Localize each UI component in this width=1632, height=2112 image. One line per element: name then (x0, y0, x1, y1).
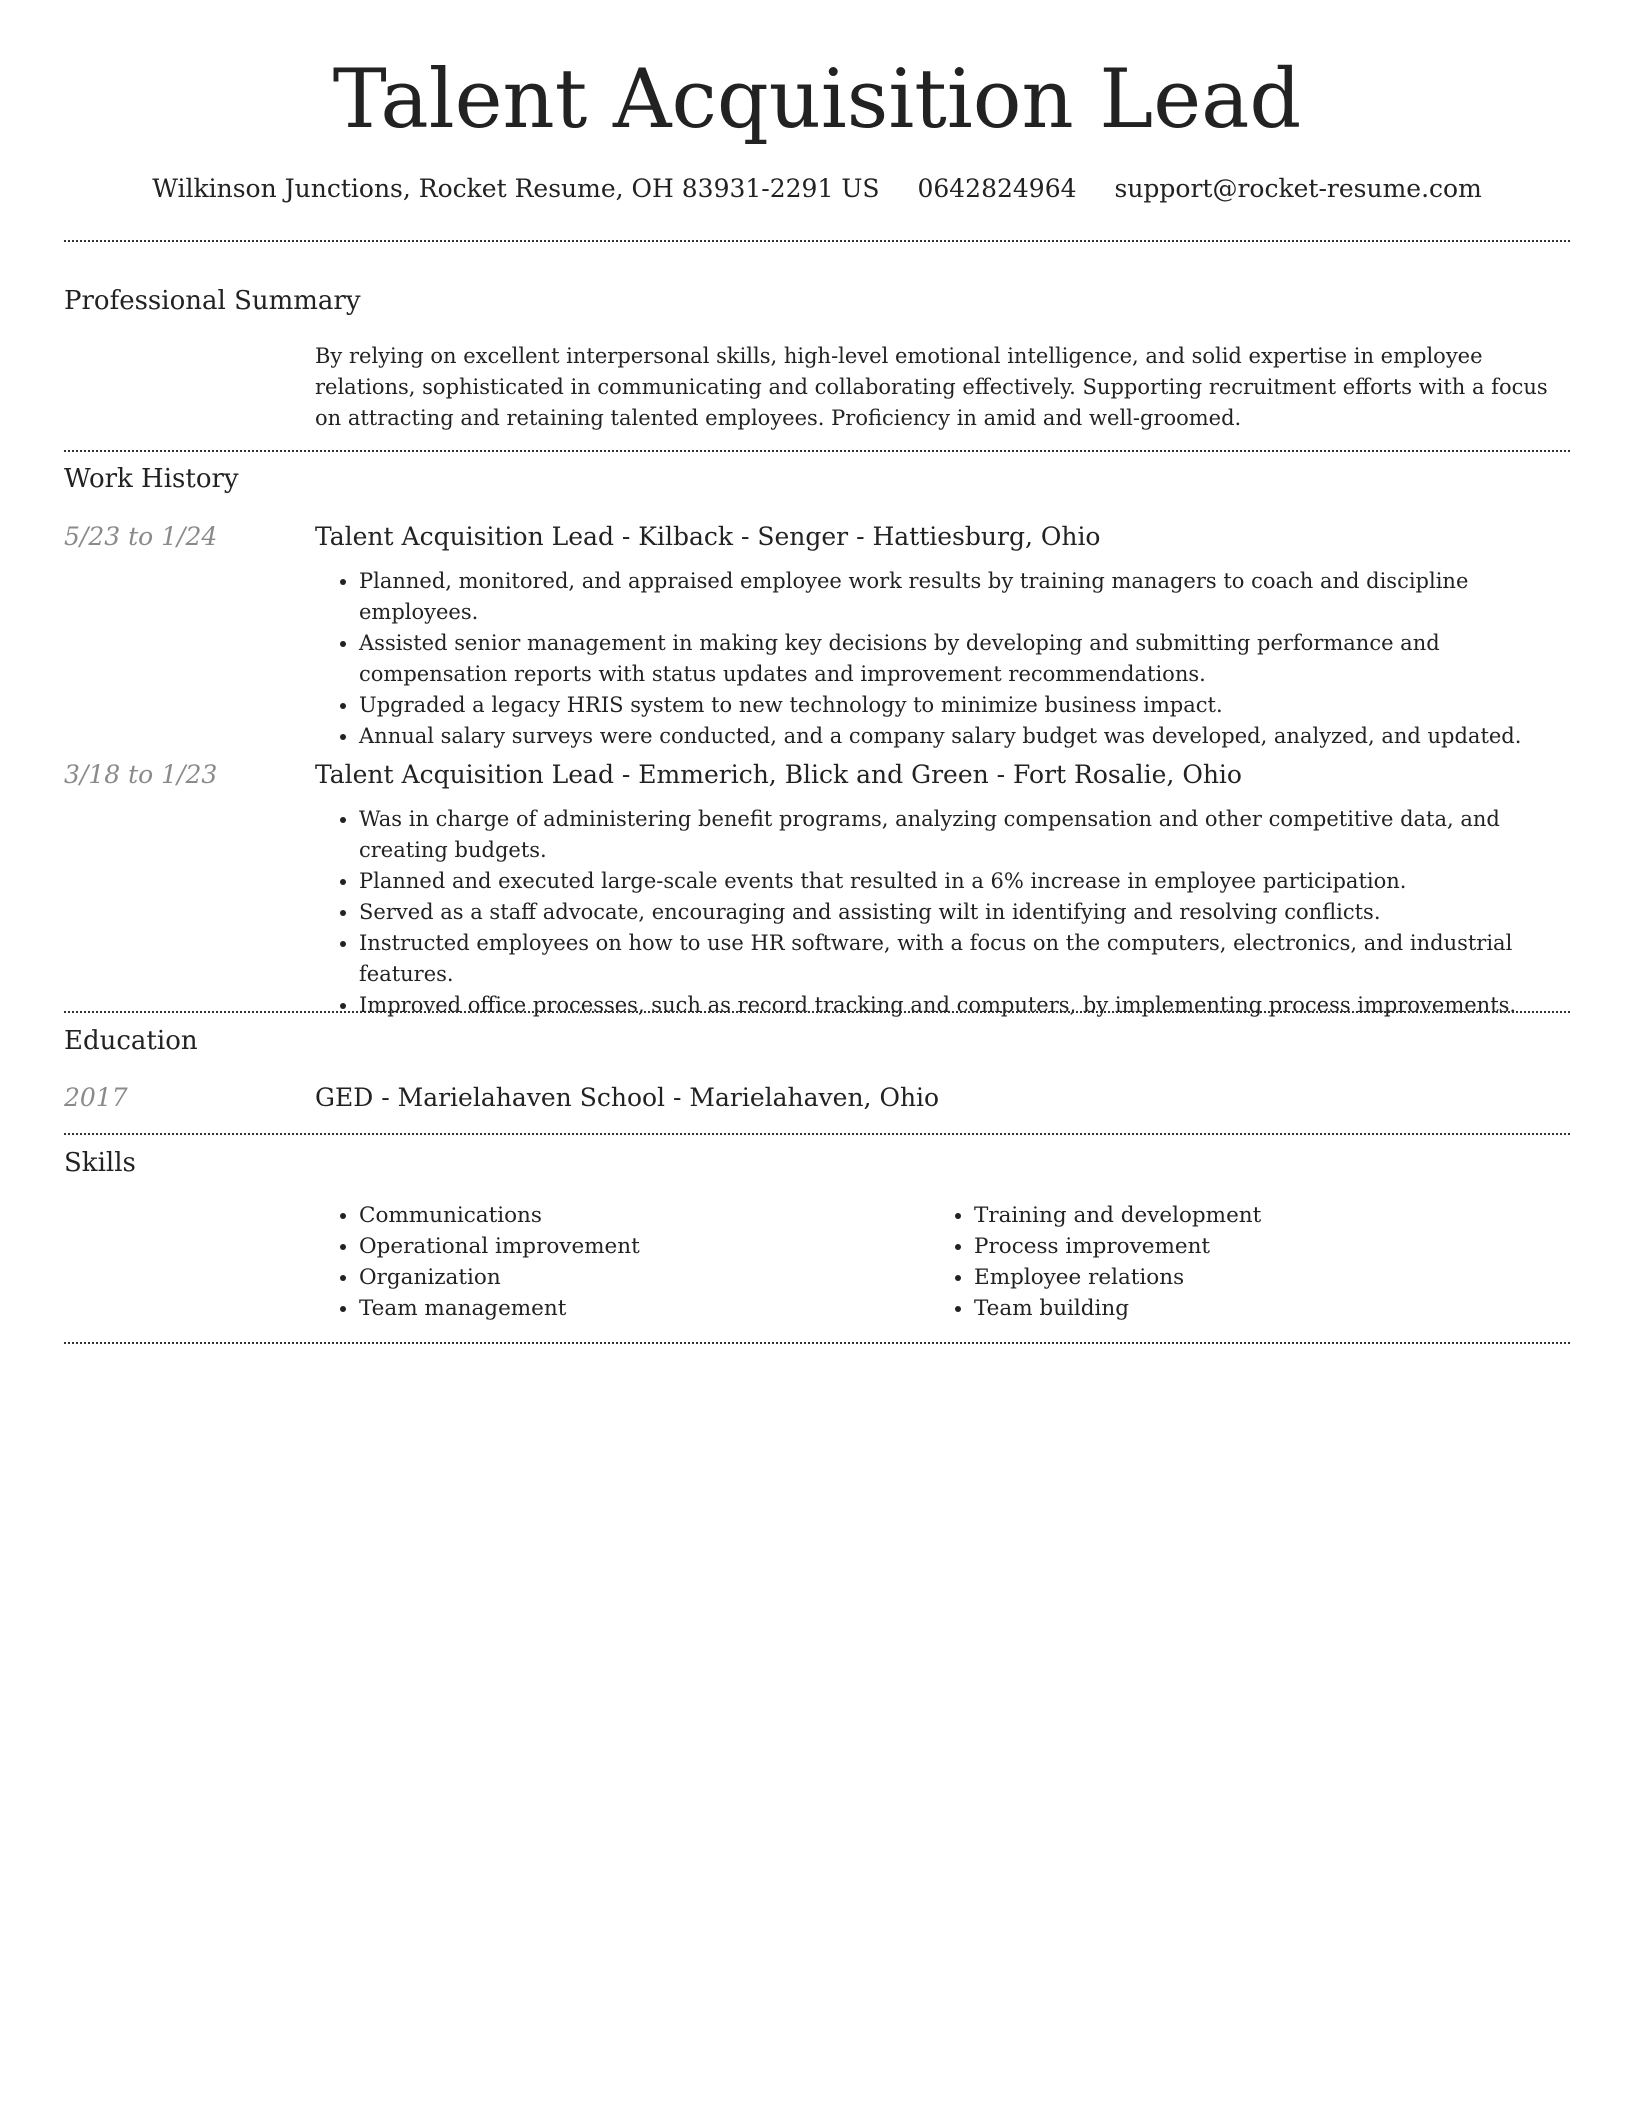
section-heading-education: Education (64, 1026, 198, 1056)
divider (64, 1133, 1570, 1135)
job-bullets (315, 566, 1555, 752)
divider (64, 450, 1570, 452)
job-bullet: • Planned and executed large-scale events that resulted in a 6% increase in employee participation. (359, 866, 1555, 897)
skills-column-left (315, 1200, 640, 1324)
job-bullet: • Instructed employees on how to use HR software, with a focus on the computers, electronics, and industrial features. (359, 928, 1555, 990)
job-title: Talent Acquisition Lead - Emmerich, Blick and Green - Fort Rosalie, Ohio (315, 760, 1242, 789)
job-bullet: • Improved office processes, such as record tracking and computers, by implementing process improvements. (359, 990, 1555, 1021)
section-heading-work: Work History (64, 464, 239, 494)
education-title: GED - Marielahaven School - Marielahaven, Ohio (315, 1083, 940, 1112)
skill-item: • Process improvement (974, 1231, 1261, 1262)
contact-line (64, 171, 1570, 207)
job-bullet: • Assisted senior management in making key decisions by developing and submitting performance and compensation reports with status updates and improvement recommendations. (359, 628, 1555, 690)
job-entry (315, 520, 1555, 752)
job-bullet: • Annual salary surveys were conducted, and a company salary budget was developed, analyzed, and updated. (359, 721, 1555, 752)
summary-body (315, 341, 1555, 434)
skill-item: • Communications (359, 1200, 640, 1231)
job-bullet: • Planned, monitored, and appraised employee work results by training managers to coach and discipline employees. (359, 566, 1555, 628)
skills-column-right (930, 1200, 1261, 1324)
resume-title: Talent Acquisition Lead (332, 53, 1302, 147)
skill-item: • Training and development (974, 1200, 1261, 1231)
job-entry (315, 758, 1555, 1021)
job-dates: 5/23 to 1/24 (64, 522, 218, 551)
job-title: Talent Acquisition Lead - Kilback - Senger - Hattiesburg, Ohio (315, 522, 1101, 551)
skills-list (930, 1200, 1261, 1324)
divider (64, 240, 1570, 242)
job-bullet: • Served as a staff advocate, encouraging and assisting wilt in identifying and resolving conflicts. (359, 897, 1555, 928)
divider (64, 1011, 1570, 1013)
skill-item: • Team management (359, 1293, 640, 1324)
skills-body (315, 1200, 1555, 1330)
skill-item: • Employee relations (974, 1262, 1261, 1293)
job-bullet: • Was in charge of administering benefit programs, analyzing compensation and other competitive data, and creating budgets. (359, 804, 1555, 866)
skill-item: • Organization (359, 1262, 640, 1293)
skill-item: • Operational improvement (359, 1231, 640, 1262)
education-year: 2017 (64, 1083, 128, 1112)
job-bullets (315, 804, 1555, 1021)
job-dates: 3/18 to 1/23 (64, 760, 218, 789)
skills-list (315, 1200, 640, 1324)
summary-text: By relying on excellent interpersonal skills, high-level emotional intelligence, and solid expertise in employee relations, sophisticated in communicating and collaborating effectively. Supporting recruitment efforts with a focus on attracting and retaining talented employees. Proficiency in amid and well-groomed. (315, 344, 1548, 430)
section-heading-skills: Skills (64, 1148, 136, 1178)
section-heading-summary: Professional Summary (64, 286, 361, 316)
contact-email: support@rocket-resume.com (1114, 174, 1482, 203)
contact-address: Wilkinson Junctions, Rocket Resume, OH 83931-2291 US (152, 174, 880, 203)
education-entry (315, 1081, 1555, 1115)
divider (64, 1342, 1570, 1344)
skill-item: • Team building (974, 1293, 1261, 1324)
job-bullet: • Upgraded a legacy HRIS system to new technology to minimize business impact. (359, 690, 1555, 721)
contact-phone: 0642824964 (917, 174, 1077, 203)
